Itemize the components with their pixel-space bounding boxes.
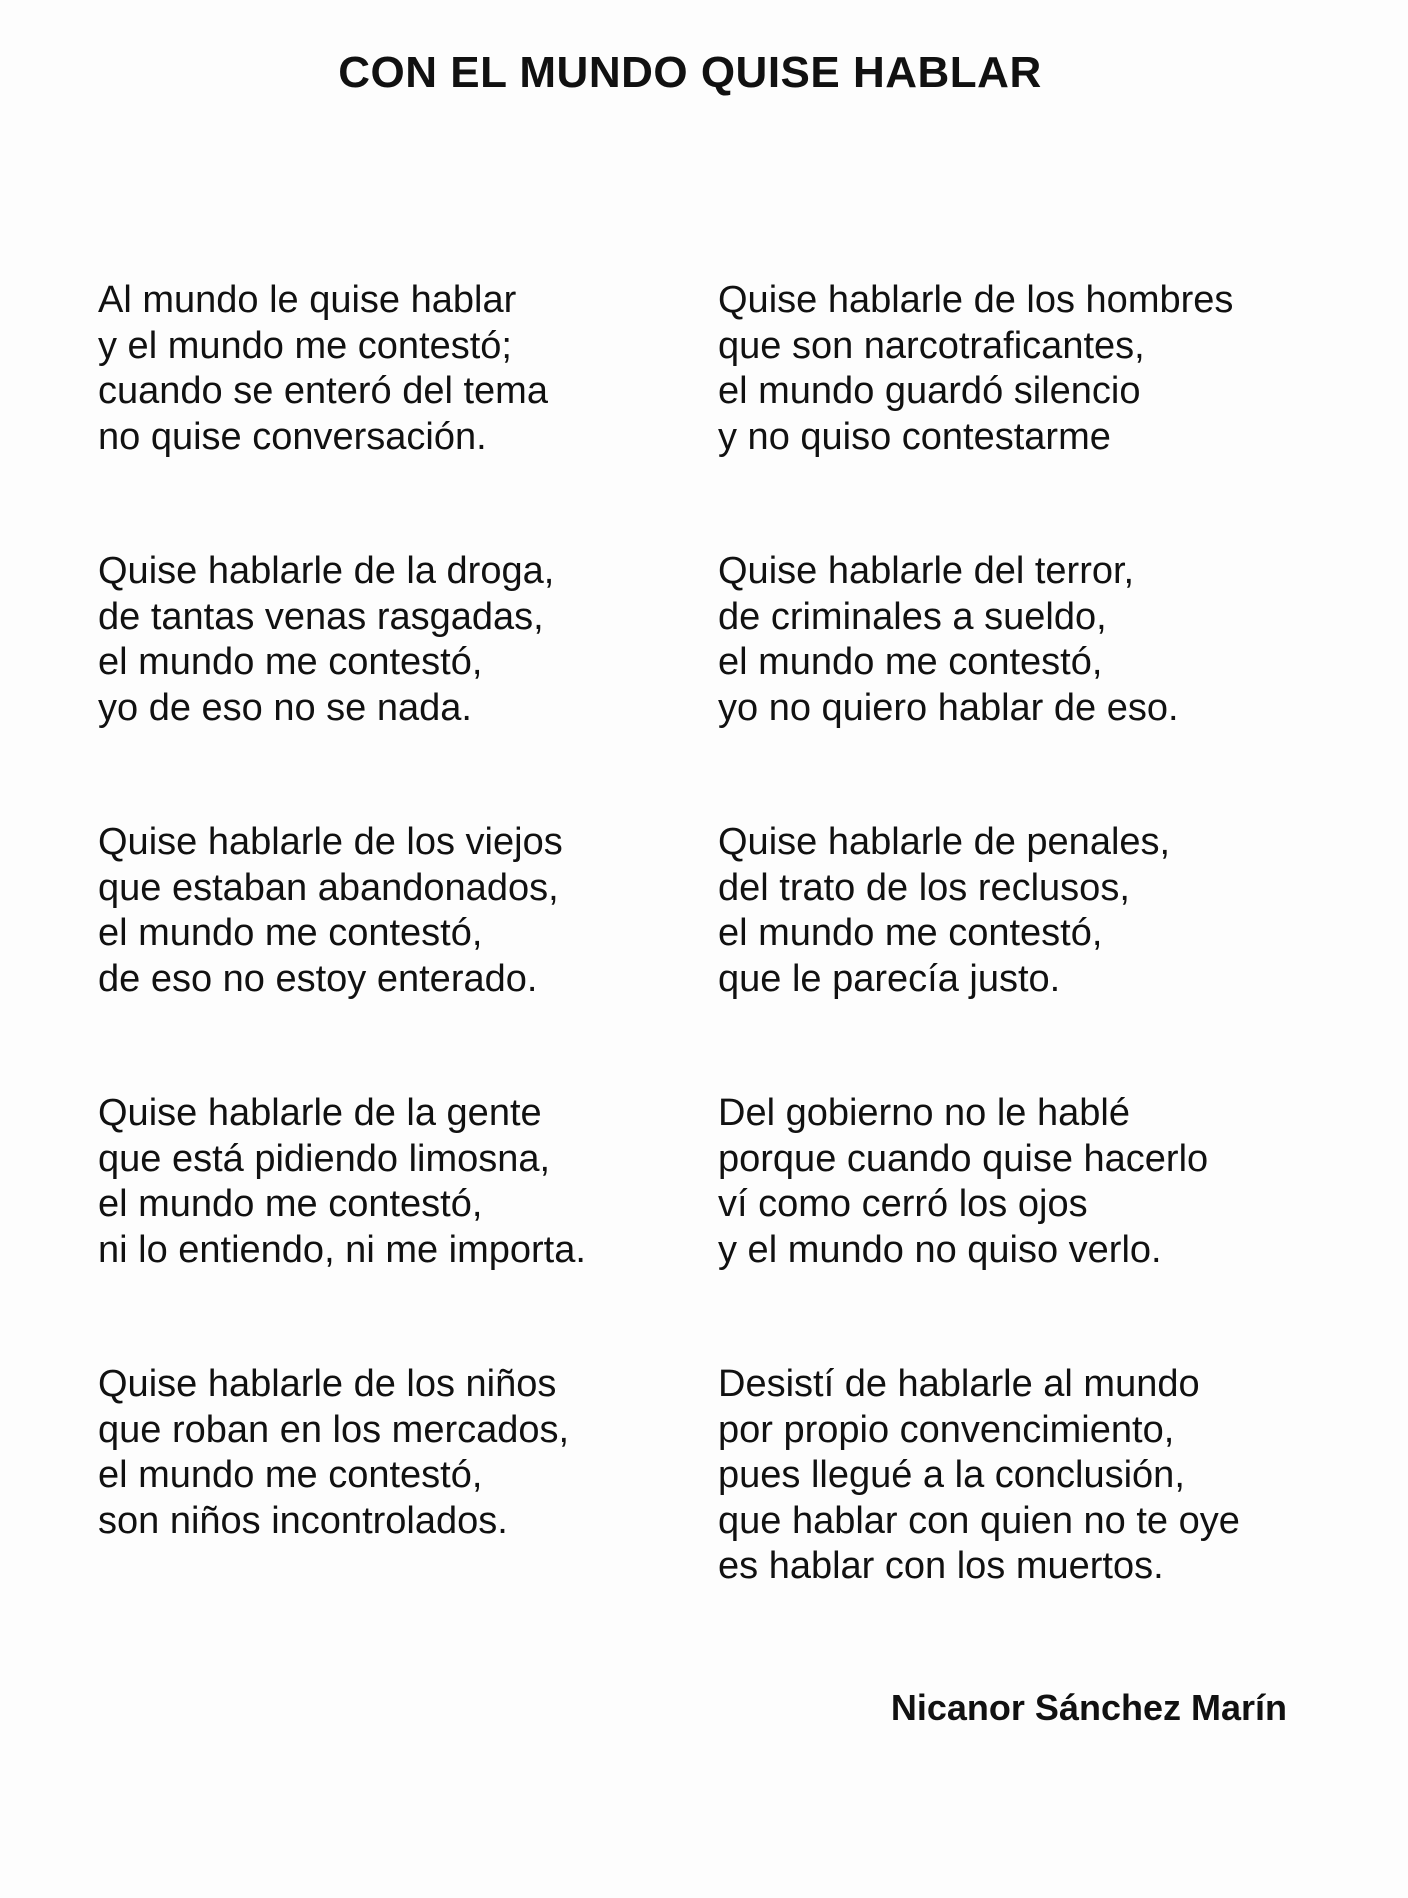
- stanza: [98, 1362, 658, 1544]
- verse-line: por propio convencimiento,: [718, 1408, 1175, 1451]
- left-column: [98, 278, 658, 1633]
- verse-line: que son narcotraficantes,: [718, 324, 1145, 367]
- verse-line: el mundo me contestó,: [98, 1454, 483, 1496]
- verse-line: de tantas venas rasgadas,: [98, 595, 544, 638]
- stanza: [718, 1091, 1358, 1273]
- verse-line: Quise hablarle de penales,: [718, 821, 1171, 863]
- stanza: [718, 1362, 1358, 1590]
- verse-line: el mundo me contestó,: [98, 1183, 483, 1225]
- stanza: [98, 549, 658, 731]
- stanza: [98, 1091, 658, 1273]
- verse-line: del trato de los reclusos,: [718, 866, 1130, 909]
- stanza: [718, 820, 1358, 1002]
- verse-line: el mundo me contestó,: [98, 641, 483, 683]
- verse-line: y el mundo me contestó;: [98, 324, 512, 367]
- verse-line: cuando se enteró del tema: [98, 370, 548, 412]
- stanza: [718, 549, 1358, 731]
- stanza: [718, 278, 1358, 460]
- stanza: [98, 820, 658, 1002]
- verse-line: el mundo me contestó,: [718, 641, 1103, 683]
- verse-line: es hablar con los muertos.: [718, 1545, 1164, 1587]
- verse-line: Al mundo le quise hablar: [98, 279, 517, 321]
- verse-line: Del gobierno no le hablé: [718, 1092, 1130, 1134]
- verse-line: que le parecía justo.: [718, 957, 1061, 1000]
- verse-line: pues llegué a la conclusión,: [718, 1454, 1185, 1496]
- verse-line: Quise hablarle de los viejos: [98, 821, 563, 863]
- verse-line: el mundo me contestó,: [718, 912, 1103, 954]
- author-signature: Nicanor Sánchez Marín: [890, 1687, 1287, 1728]
- verse-line: Desistí de hablarle al mundo: [718, 1363, 1200, 1405]
- verse-line: y no quiso contestarme: [718, 415, 1111, 458]
- verse-line: Quise hablarle de la gente: [98, 1092, 542, 1134]
- right-column: [718, 278, 1358, 1679]
- verse-line: ni lo entiendo, ni me importa.: [98, 1228, 586, 1271]
- verse-line: ví como cerró los ojos: [718, 1183, 1088, 1225]
- verse-line: son niños incontrolados.: [98, 1499, 508, 1542]
- verse-line: yo no quiero hablar de eso.: [718, 686, 1179, 729]
- verse-line: porque cuando quise hacerlo: [718, 1137, 1209, 1180]
- verse-line: Quise hablarle del terror,: [718, 550, 1135, 592]
- verse-line: Quise hablarle de la droga,: [98, 550, 555, 592]
- verse-line: de criminales a sueldo,: [718, 595, 1107, 638]
- verse-line: yo de eso no se nada.: [98, 686, 472, 729]
- poem-title: CON EL MUNDO QUISE HABLAR: [338, 48, 1042, 97]
- verse-line: el mundo guardó silencio: [718, 370, 1141, 412]
- verse-line: que roban en los mercados,: [98, 1408, 570, 1451]
- verse-line: de eso no estoy enterado.: [98, 957, 538, 1000]
- verse-line: Quise hablarle de los niños: [98, 1363, 557, 1405]
- verse-line: que estaban abandonados,: [98, 866, 559, 909]
- verse-line: el mundo me contestó,: [98, 912, 483, 954]
- verse-line: Quise hablarle de los hombres: [718, 279, 1234, 321]
- verse-line: y el mundo no quiso verlo.: [718, 1228, 1162, 1271]
- stanza: [98, 278, 658, 460]
- verse-line: que está pidiendo limosna,: [98, 1137, 551, 1180]
- verse-line: no quise conversación.: [98, 415, 487, 458]
- verse-line: que hablar con quien no te oye: [718, 1499, 1240, 1542]
